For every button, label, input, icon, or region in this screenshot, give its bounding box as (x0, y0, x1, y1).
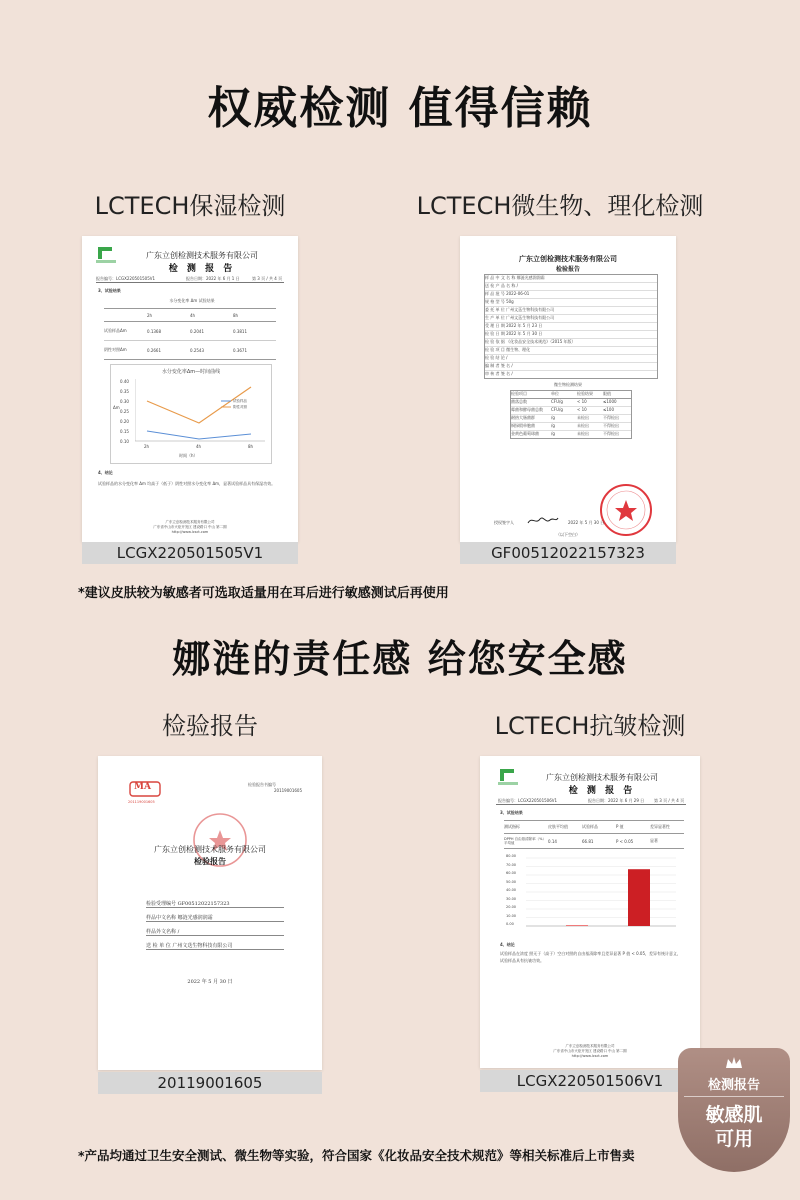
table-row: 试验样品Δm 0.1368 0.2041 0.3811 (104, 322, 276, 341)
chart-xtick: 2h (144, 444, 150, 449)
report-title-moisture: LCTECH保湿检测 (94, 192, 286, 220)
chart-ytick: 0.35 (120, 389, 129, 394)
doc-company: 广东立创检测技术服务有限公司 (154, 845, 266, 854)
table-row: 耐热大肠菌群 /g 未检出 不得检出 (511, 415, 631, 423)
table-row: 金黄色葡萄球菌 /g 未检出 不得检出 (511, 431, 619, 436)
cma-number: 201119001605 (128, 800, 155, 804)
micro-report-caption: GF00512022157323 (460, 542, 676, 564)
badge-line3: 可用 (714, 1128, 753, 1150)
inspection-report-card[interactable] (98, 756, 322, 1070)
conclusion-heading: 4、结论 (98, 470, 113, 475)
chart-xtick: 4h (196, 444, 202, 449)
conclusion-text: 试验样品的水分变化率 Δm 均高于（低于）阴性对照水分变化率 Δm，显著试验样品具有保湿功效。 (98, 481, 276, 486)
section-heading: 3、试验结果 (98, 288, 121, 293)
result-title: 微生物检测结果 (554, 382, 582, 387)
crown-icon (724, 1056, 744, 1070)
footer-address: 广东省中山市火炬开发区 建设路口 中山 第二期 (553, 1049, 627, 1053)
chart-ytick: 0.10 (120, 439, 129, 444)
legend-control: 阴性对照 (233, 405, 247, 409)
inspection-report-caption: 20119001605 (98, 1072, 322, 1094)
lctech-logo-icon (96, 246, 116, 264)
doc-title: 检 测 报 告 (168, 264, 236, 274)
chart-ytick: 60.00 (506, 871, 517, 875)
cma-label: MA (134, 782, 151, 792)
top-right-number: 20119001605 (274, 788, 302, 793)
doc-company: 广东立创检测技术服务有限公司 (146, 251, 258, 260)
bar-blank (566, 925, 588, 926)
headline-secondary: 娜涟的责任感 给您安全感 (172, 637, 628, 681)
compliance-note: *产品均通过卫生安全测试、微生物等实验，符合国家《化妆品安全技术规范》等相关标准后上市售卖 (78, 1148, 635, 1163)
footer-company: 广东立创检测技术服务有限公司 (165, 520, 215, 524)
micro-result-table: 检验项目 单位 检验结果 限值 菌落总数 CFU/g < 10 ≤1000 霉菌和酵母菌总数 CFU/g < 10 ≤100 耐热大肠菌群 /g 未检出 不得检出 铜绿假单胞菌 /g 未检出 不得检出 金黄色葡萄球菌 /g 未检出 不得检出 (510, 390, 632, 439)
report-date: 2022 年 5 月 30 日 (187, 979, 233, 985)
field-cn-name: 样品中文名称 娜涟光感润润霜 (146, 914, 284, 922)
report-title-micro: LCTECH微生物、理化检测 (416, 192, 704, 220)
table-header-row: 2h 4h 8h (104, 308, 276, 322)
field-submitter: 送 检 单 位 广州文荙生物科技有限公司 (146, 942, 284, 950)
badge-line2: 敏感肌 (705, 1104, 763, 1126)
chart-plot-area (526, 856, 676, 928)
signature-label: 授权签字人 (494, 520, 514, 525)
chart-ytick: 80.00 (506, 854, 517, 858)
chart-ytick: 0.30 (120, 399, 129, 404)
micro-report-card[interactable] (460, 236, 676, 542)
antiwrinkle-table: 测试指标 皮肤平均值 试验样品 P 值 差异显著性 DPPH 自由基清除率（%）平均值 0.14 66.81 P < 0.05 显著 (504, 820, 684, 849)
chart-ytick: 0.25 (120, 409, 129, 414)
sample-info-table: 样 品 中 文 名 称 娜涟光感润润霜 送 检 产 品 名 称 / 样 品 批 号 2022-06-01 规 格 型 号 50g 委 托 单 位 广州文荙生物科技有限公司 生 产 单 位 广州文荙生物科技有限公司 受 理 日 期 2022 年 5 月 23 日 检 验 日 期 2022 年 5 月 30 日 检 验 依 据 《化妆品安全技术规范》（2015 年版） 检 验 项 目 微生物、理化 检 验 结 论 / 编 制 者 签 名 / 审 核 者 签 名 / (484, 274, 658, 379)
chart-ytick: 20.00 (506, 905, 517, 909)
chart-ytick: 0.15 (120, 429, 129, 434)
report-number: 报告编号：LCGX220501506V1 (498, 798, 558, 803)
section-heading: 3、试验结果 (500, 810, 523, 815)
report-date: 报告日期：2022 年 6 月 29 日 (588, 798, 645, 803)
table-caption: 水分变化率 Δm 试验结果 (169, 298, 215, 303)
sensitivity-note: *建议皮肤较为敏感者可选取适量用在耳后进行敏感测试后再使用 (78, 586, 449, 601)
chart-ytick: 0.40 (120, 379, 129, 384)
doc-company: 广东立创检测技术服务有限公司 (519, 254, 617, 263)
moisture-report-card[interactable] (82, 236, 298, 542)
field-en-name: 样品外文名称 / (146, 928, 284, 936)
legend-sample: 试验样品 (233, 399, 247, 403)
moisture-report-caption: LCGX220501505V1 (82, 542, 298, 564)
chart-ytick: 70.00 (506, 862, 517, 867)
field-acceptance-no: 检验受理编号 GF00512022157323 (146, 900, 284, 908)
badge-line1: 检测报告 (684, 1074, 784, 1097)
doc-title: 检验报告 (194, 856, 226, 866)
report-number: 报告编号：LCGX220501505V1 (96, 276, 156, 281)
result-table (104, 308, 276, 360)
chart-ylabel: Δm (113, 405, 120, 410)
chart-plot-area (135, 379, 265, 443)
sensitive-skin-badge (678, 1048, 790, 1172)
footer-address: 广东省中山市火炬开发区 建设路口 中山 第二期 (153, 525, 227, 529)
antiwrinkle-report-caption: LCGX220501506V1 (480, 1070, 700, 1092)
report-title-inspection: 检验报告 (162, 712, 258, 740)
chart-ytick: 10.00 (506, 913, 517, 918)
footer-website: http://www.lcsct.com (571, 1054, 609, 1058)
antiwrinkle-report-card[interactable] (480, 756, 700, 1068)
report-title-antiwrinkle: LCTECH抗皱检测 (494, 712, 686, 740)
top-right-label: 检验报告书编号 (248, 782, 276, 787)
report-page: 第 3 页 / 共 4 页 (654, 798, 685, 803)
table-row: DPPH 自由基清除率（%）平均值 0.14 66.81 P < 0.05 显著 (504, 834, 684, 849)
table-row: 菌落总数 CFU/g < 10 ≤1000 (511, 399, 631, 407)
doc-title: 检 测 报 告 (568, 786, 636, 796)
company-seal-icon (598, 482, 654, 538)
conclusion-heading: 4、结论 (500, 942, 515, 947)
moisture-line-chart (110, 364, 272, 464)
footer-company: 广东立创检测技术服务有限公司 (565, 1044, 615, 1048)
report-date: 报告日期：2022 年 6 月 1 日 (186, 276, 240, 281)
headline-primary: 权威检测 值得信赖 (207, 83, 593, 134)
doc-footer: （以下空白） (556, 532, 580, 537)
antiwrinkle-bar-chart (506, 854, 682, 934)
bar-sample (628, 869, 650, 926)
chart-title: 水分变化率Δm—时间曲线 (161, 369, 221, 375)
chart-xlabel: 时间（h） (179, 453, 198, 458)
chart-ytick: 0.20 (120, 419, 129, 424)
table-row: 霉菌和酵母菌总数 CFU/g < 10 ≤100 (511, 407, 631, 415)
chart-ytick: 0.00 (506, 922, 514, 926)
conclusion-text: 试验样品在浓度 照无于（高于）空白对照的自由基清除率且差异显著 P 值 < 0.05，差异有统计意义，试验样品具有抗皱功效。 (500, 951, 682, 963)
chart-ytick: 50.00 (506, 879, 517, 884)
table-row: 阴性对照Δm 0.2661 0.2543 0.3671 (104, 341, 276, 360)
lctech-logo-icon (498, 768, 518, 786)
footer-website: http://www.lcsct.com (171, 530, 209, 534)
doc-company: 广东立创检测技术服务有限公司 (546, 773, 658, 782)
report-page: 第 3 页 / 共 4 页 (252, 276, 283, 281)
chart-xtick: 8h (248, 444, 254, 449)
series-sample-line (147, 431, 251, 439)
chart-ytick: 30.00 (506, 896, 517, 901)
signature-date: 2022 年 5 月 30 日 (568, 520, 605, 525)
chart-ytick: 40.00 (506, 888, 517, 892)
signature-icon (526, 514, 560, 526)
table-row: 铜绿假单胞菌 /g 未检出 不得检出 (511, 423, 631, 431)
doc-title: 检验报告 (555, 266, 580, 273)
